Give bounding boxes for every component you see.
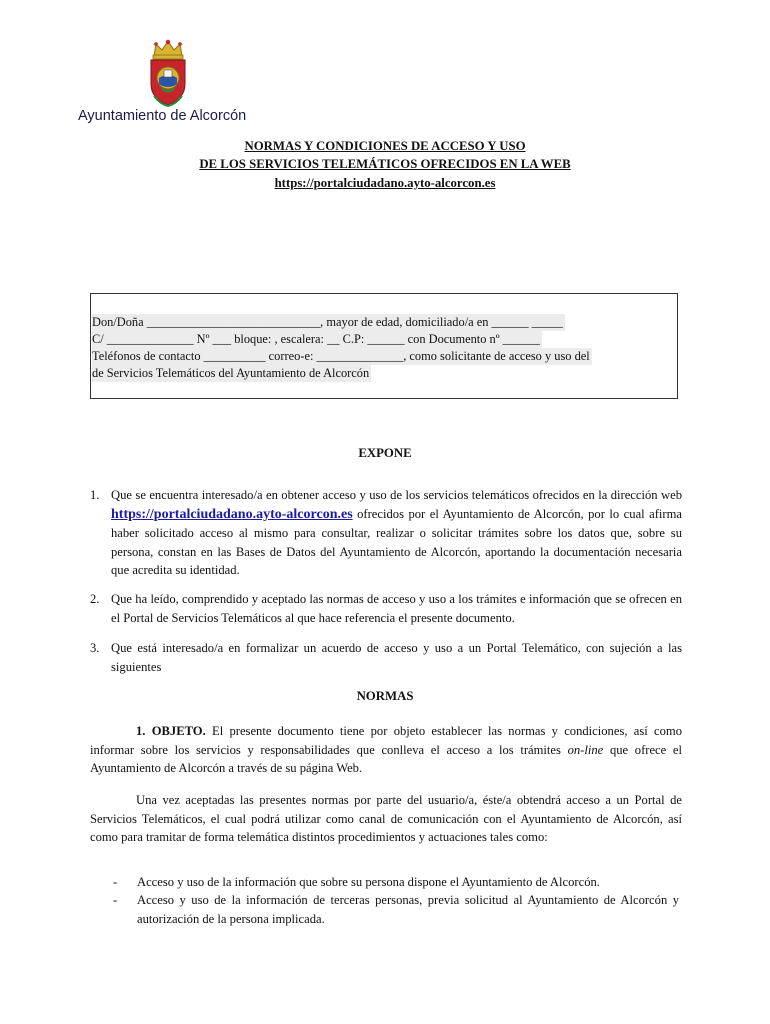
objeto-label: 1. OBJETO. [136, 724, 206, 738]
expone-item-3 [90, 639, 682, 677]
objeto-text-2: que ofrece el Ayuntamiento de Alcorcón a través de su página Web. [90, 742, 682, 775]
list-text: Que ha leído, comprendido y aceptado las normas de acceso y uso a los trámites e información que se ofrecen en el Portal de Servicios Telemáticos al que hace referencia el presente documento. [111, 592, 682, 625]
document-title-line-1: NORMAS Y CONDICIONES DE ACCESO Y USO [244, 139, 526, 153]
form-line-name[interactable]: Don/Doña ____________________________, mayor de edad, domiciliado/a en ______ _____ [92, 315, 563, 329]
list-number: 3. [90, 641, 100, 655]
list-number: 1. [90, 488, 100, 502]
form-line-service: de Servicios Telemáticos del Ayuntamiento de Alcorcón [92, 366, 370, 380]
expone-item-2 [90, 590, 682, 628]
bullet-mark: - [113, 893, 118, 907]
bullet-text: Acceso y uso de la información que sobre su persona dispone el Ayuntamiento de Alcorcón. [137, 875, 600, 889]
document-title-line-2: DE LOS SERVICIOS TELEMÁTICOS OFRECIDOS EN LA WEB [199, 157, 571, 171]
portal-link[interactable]: https://portalciudadano.ayto-alcorcon.es [111, 506, 353, 522]
applicant-form-box [90, 293, 678, 399]
form-line-contact[interactable]: Teléfonos de contacto __________ correo-e: ______________, como solicitante de acceso y uso del [92, 349, 590, 363]
header-logo [78, 38, 258, 128]
objeto-paragraph [90, 722, 682, 778]
organization-name: Ayuntamiento de Alcorcón [78, 108, 247, 124]
bullet-text: Acceso y uso de la información de terceras personas, previa solicitud al Ayuntamiento de Alcorcón y autorización de la persona implicada. [137, 893, 679, 926]
document-title-url[interactable]: https://portalciudadano.ayto-alcorcon.es [274, 176, 496, 190]
form-line-address[interactable]: C/ ______________ Nº ___ bloque: , escalera: __ C.P: ______ con Documento nº ______ [92, 332, 540, 346]
municipal-crest-icon [144, 38, 192, 108]
bullet-mark: - [113, 875, 118, 889]
expone-item-1 [90, 486, 682, 578]
objeto-italic: on-line [567, 742, 604, 757]
list-number: 2. [90, 592, 100, 606]
item-text-before: Que se encuentra interesado/a en obtener acceso y uso de los servicios telemáticos ofrecidos en la dirección web [111, 488, 682, 502]
list-text [111, 486, 682, 580]
list-text: Que está interesado/a en formalizar un acuerdo de acceso y uso a un Portal Telemático, con sujeción a las siguientes [111, 641, 682, 674]
objeto-text-1: El presente documento tiene por objeto establecer las normas y condiciones, así como informar sobre los servicios y responsabilidades que conlleva el acceso a los trámites [90, 724, 682, 757]
normas-heading: NORMAS [356, 689, 414, 703]
access-paragraph: Una vez aceptadas las presentes normas por parte del usuario/a, éste/a obtendrá acceso a un Portal de Servicios Telemáticos, el cual podrá utilizar como canal de comunicación con el Ayuntamiento de Alcorcón, así como para tramitar de forma telemática distintos procedimientos y actuaciones tales como: [90, 793, 682, 844]
item-text-after: ofrecidos por el Ayuntamiento de Alcorcón, por lo cual afirma haber solicitado acceso al mismo para consultar, realizar o solicitar trámites sobre los datos que, sobre su persona, constan en las Bases de Datos del Ayuntamiento de Alcorcón, aportando la documentación necesaria que acredita su identidad. [111, 506, 682, 577]
expone-heading: EXPONE [358, 446, 412, 460]
